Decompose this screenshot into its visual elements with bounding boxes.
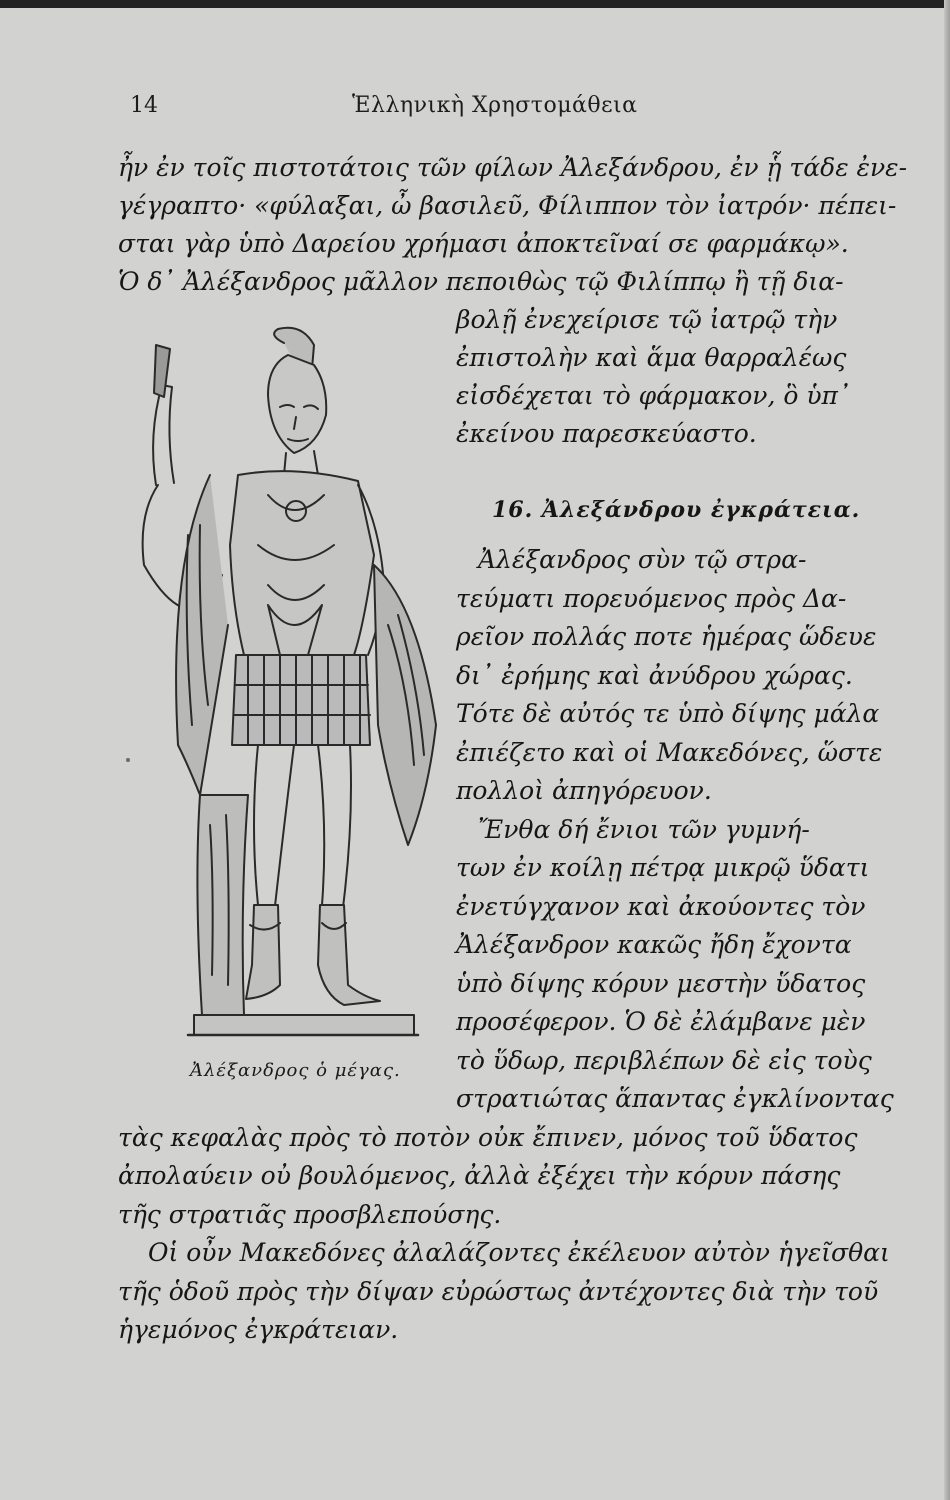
text-line: Ὁ δ᾽ Ἀλέξανδρος μᾶλλον πεποιθὼς τῷ Φιλίππῳ ἢ τῇ δια- — [118, 267, 844, 296]
text-line: Ἀλέξανδρον κακῶς ἤδη ἔχοντα — [456, 930, 852, 959]
text-line: τῆς ὁδοῦ πρὸς τὴν δίψαν εὐρώστως ἀντέχοντες διὰ τὴν τοῦ — [118, 1277, 879, 1306]
text-line: Ἔνθα δή ἔνιοι τῶν γυμνή- — [478, 815, 810, 844]
page-header — [0, 93, 950, 129]
text-line: των ἐν κοίλῃ πέτρᾳ μικρῷ ὕδατι — [456, 853, 870, 882]
figure-caption: Ἀλέξανδρος ὁ μέγας. — [190, 1060, 401, 1081]
page-right-edge — [944, 0, 950, 1500]
text-line: ἐπιέζετο καὶ οἱ Μακεδόνες, ὥστε — [456, 738, 883, 767]
text-line: εἰσδέχεται τὸ φάρμακον, ὃ ὑπ᾽ — [456, 381, 851, 410]
running-title: Ἑλληνικὴ Χρηστομάθεια — [352, 93, 638, 118]
text-line: βολῇ ἐνεχείρισε τῷ ἰατρῷ τὴν — [456, 305, 838, 334]
page-top-edge — [0, 0, 950, 8]
text-line: γέγραπτο· «φύλαξαι, ὦ βασιλεῦ, Φίλιππον τὸν ἰατρόν· πέπει- — [118, 191, 897, 220]
text-line: Τότε δὲ αὐτός τε ὑπὸ δίψης μάλα — [456, 699, 880, 728]
text-line: ὑπὸ δίψης κόρυν μεστὴν ὕδατος — [456, 969, 866, 998]
text-line: προσέφερον. Ὁ δὲ ἐλάμβανε μὲν — [456, 1007, 866, 1036]
text-line: ἐνετύγχανον καὶ ἀκούοντες τὸν — [456, 892, 866, 921]
text-line: Ἀλέξανδρος σὺν τῷ στρα- — [478, 545, 807, 574]
text-line: ἐκείνου παρεσκεύαστο. — [456, 419, 757, 448]
text-line: τῆς στρατιᾶς προσβλεπούσης. — [118, 1200, 502, 1229]
text-line: ἐπιστολὴν καὶ ἅμα θαρραλέως — [456, 343, 847, 372]
text-line: σται γὰρ ὑπὸ Δαρείου χρήμασι ἀποκτεῖναί σε φαρμάκῳ». — [118, 229, 849, 258]
text-line: ἡγεμόνος ἐγκράτειαν. — [118, 1315, 399, 1344]
page-speck — [126, 758, 130, 762]
text-line: ρεῖον πολλάς ποτε ἡμέρας ὥδευε — [456, 622, 877, 651]
text-line: τὰς κεφαλὰς πρὸς τὸ ποτὸν οὐκ ἔπινεν, μόνος τοῦ ὕδατος — [118, 1123, 858, 1152]
text-line: στρατιώτας ἅπαντας ἐγκλίνοντας — [456, 1084, 894, 1113]
text-line: τεύματι πορευόμενος πρὸς Δα- — [456, 584, 847, 613]
statue-of-alexander-icon — [118, 325, 448, 1050]
section-heading: 16. Ἀλεξάνδρου ἐγκράτεια. — [492, 497, 861, 523]
text-line: πολλοὶ ἀπηγόρευον. — [456, 776, 712, 805]
text-line: τὸ ὕδωρ, περιβλέπων δὲ εἰς τοὺς — [456, 1046, 872, 1075]
text-line: δι᾽ ἐρήμης καὶ ἀνύδρου χώρας. — [456, 661, 853, 690]
statue-illustration — [118, 325, 448, 1050]
text-line: Οἱ οὖν Μακεδόνες ἀλαλάζοντες ἐκέλευον αὐτὸν ἡγεῖσθαι — [148, 1238, 890, 1267]
text-line: ἦν ἐν τοῖς πιστοτάτοις τῶν φίλων Ἀλεξάνδρου, ἐν ᾗ τάδε ἐνε- — [118, 153, 908, 182]
page-number: 14 — [130, 93, 158, 118]
text-line: ἀπολαύειν οὐ βουλόμενος, ἀλλὰ ἐξέχει τὴν κόρυν πάσης — [118, 1161, 841, 1190]
